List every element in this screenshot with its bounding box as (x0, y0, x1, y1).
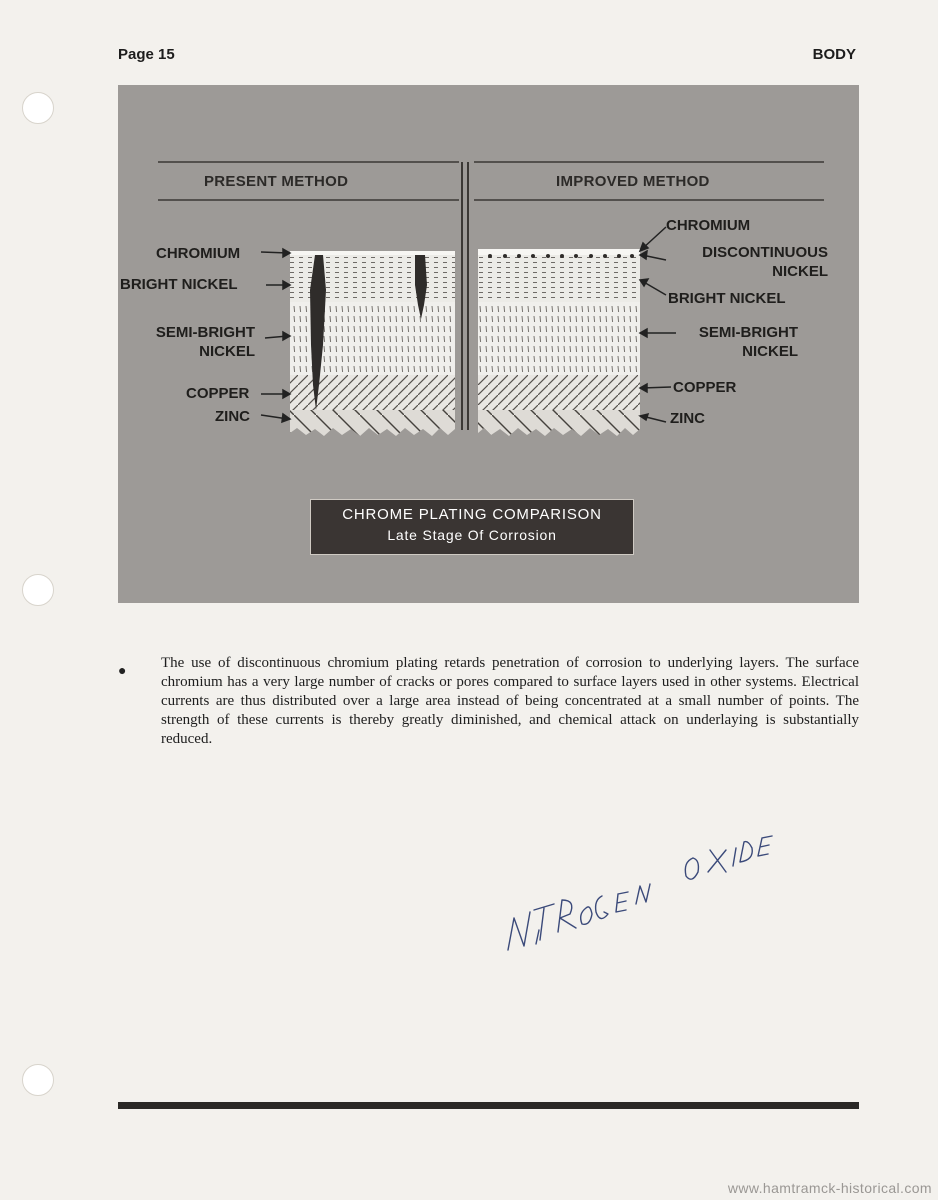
right-label-zinc: ZINC (670, 410, 705, 427)
binder-hole-middle (22, 574, 54, 606)
binder-hole-top (22, 92, 54, 124)
caption-subtitle: Late Stage Of Corrosion (387, 527, 557, 543)
present-method-heading: PRESENT METHOD (204, 173, 349, 190)
right-label-discontinuous-nickel: DISCONTINUOUS NICKEL (702, 244, 828, 280)
left-label-copper: COPPER (186, 385, 250, 402)
footer-rule (118, 1102, 859, 1109)
bullet-dot: ● (118, 662, 127, 678)
left-label-zinc: ZINC (215, 408, 250, 425)
binder-hole-bottom (22, 1064, 54, 1096)
chrome-plating-figure (118, 85, 859, 603)
watermark: www.hamtramck-historical.com (727, 1180, 932, 1196)
caption-title: CHROME PLATING COMPARISON (342, 506, 602, 523)
left-label-semi-bright-nickel: SEMI-BRIGHT NICKEL (155, 324, 255, 360)
page-number: Page 15 (118, 46, 175, 63)
figure-caption-box (310, 499, 634, 555)
left-label-chromium: CHROMIUM (156, 245, 241, 262)
right-label-copper: COPPER (673, 379, 737, 396)
body-paragraph: The use of discontinuous chromium plating retards penetration of corrosion to underlying layers. The surface chromium has a very large number of cracks or pores compared to surface layers used in other systems. Electrical currents are thus distributed over a large area instead of being concentrated at a small number of points. The strength of these currents is thereby greatly diminished, and chemical attack on underlaying is substantially reduced. (161, 655, 859, 747)
right-label-semi-bright-nickel: SEMI-BRIGHT NICKEL (698, 324, 798, 360)
left-label-bright-nickel: BRIGHT NICKEL (120, 276, 238, 293)
section-title: BODY (812, 46, 856, 63)
handwritten-note (490, 800, 810, 975)
right-label-chromium: CHROMIUM (666, 217, 751, 234)
right-label-bright-nickel: BRIGHT NICKEL (668, 290, 786, 307)
improved-method-heading: IMPROVED METHOD (556, 173, 710, 190)
